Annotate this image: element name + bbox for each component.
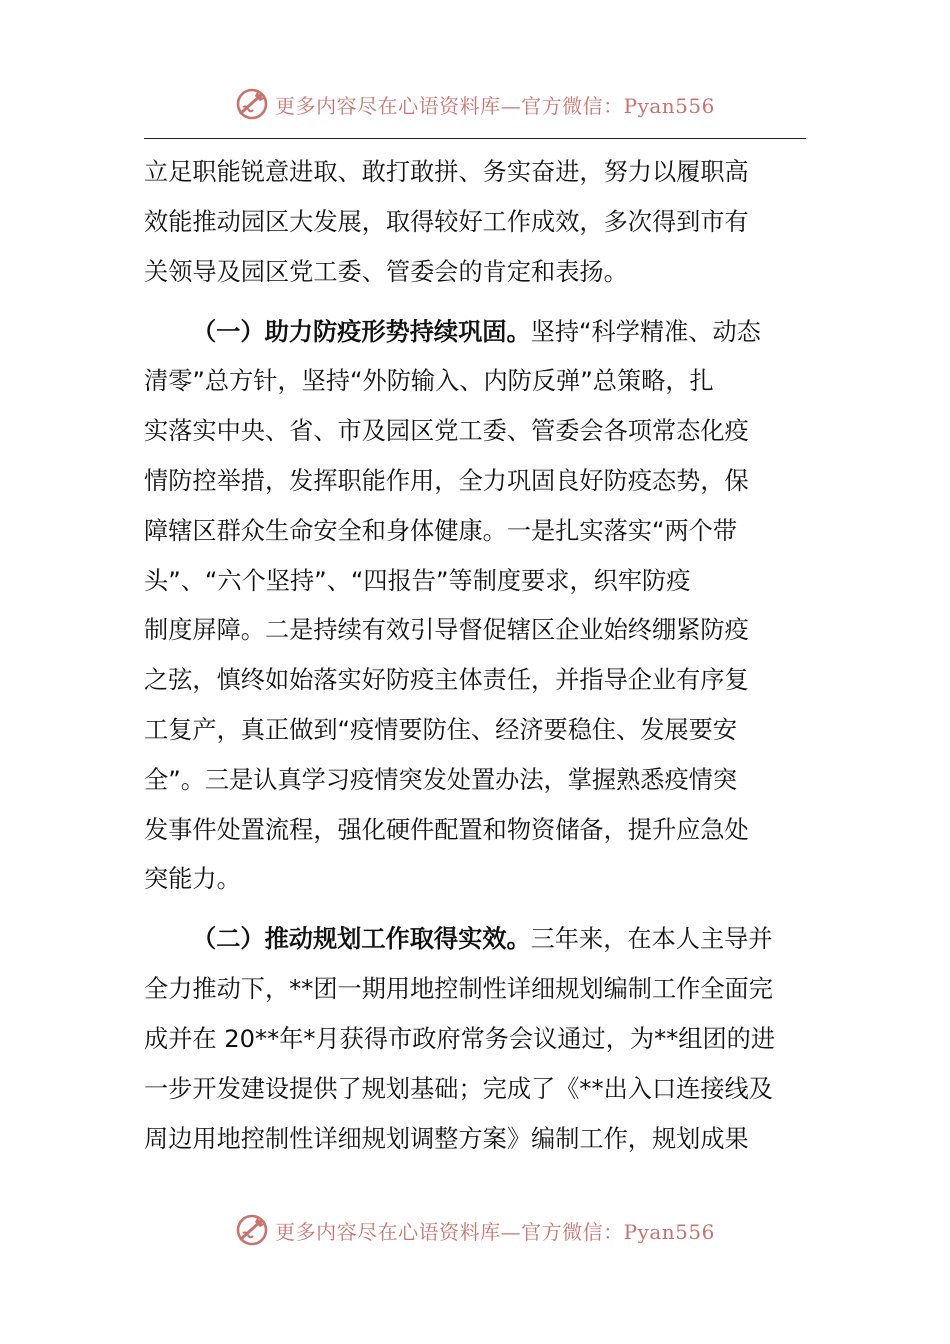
text-line: 成并在 20**年*月获得市政府常务会议通过，为**组团的进 (144, 1024, 776, 1053)
text-line: 立足职能锐意进取、敢打敢拼、务实奋进，努力以履职高 (144, 158, 749, 186)
text-line: 头”、“六个坚持”、“四报告”等制度要求，织牢防疫 (144, 566, 691, 595)
text-line: 情防控举措，发挥职能作用，全力巩固良好防疫态势，保 (144, 466, 749, 495)
text-line: 发事件处置流程，强化硬件配置和物资储备，提升应急处 (144, 815, 749, 844)
text-run: 三年来，在本人主导并 (530, 925, 773, 954)
document-body (144, 148, 809, 1164)
watermark-text: 更多内容尽在心语资料库—官方微信：Pyan556 (275, 93, 715, 118)
text-line: 效能推动园区大发展，取得较好工作成效，多次得到市有 (144, 207, 749, 236)
text-line: 实落实中央、省、市及园区党工委、管委会各项常态化疫 (144, 417, 749, 446)
text-line: 制度屏障。二是持续有效引导督促辖区企业始终绷紧防疫 (144, 616, 749, 645)
text-line (144, 915, 809, 965)
text-line: 一步开发建设提供了规划基础；完成了《**出入口连接线及 (144, 1074, 773, 1103)
text-line: 工复产，真正做到“疫情要防住、经济要稳住、发展要安 (144, 715, 738, 744)
pen-logo-icon (235, 1213, 269, 1247)
paragraph-planning-work (144, 915, 809, 1164)
section-heading-2: （二）推动规划工作取得实效。 (192, 925, 531, 954)
section-heading-1: （一）助力防疫形势持续巩固。 (192, 317, 531, 346)
pen-logo-icon (235, 87, 269, 121)
header-watermark (0, 82, 950, 126)
header-divider (144, 138, 806, 139)
paragraph-epidemic-prevention (144, 308, 809, 906)
text-line: 之弦，慎终如始落实好防疫主体责任，并指导企业有序复 (144, 666, 749, 695)
watermark-text: 更多内容尽在心语资料库—官方微信：Pyan556 (275, 1219, 715, 1244)
text-run: 坚持“科学精准、动态 (530, 317, 761, 346)
paragraph-intro (144, 148, 809, 297)
text-line (144, 308, 809, 358)
text-line: 清零”总方针，坚持“外防输入、内防反弹”总策略，扎 (144, 367, 714, 396)
text-line: 障辖区群众生命安全和身体健康。一是扎实落实“两个带 (144, 516, 738, 545)
text-line: 周边用地控制性详细规划调整方案》编制工作，规划成果 (144, 1124, 749, 1153)
text-line: 全”。三是认真学习疫情突发处置办法，掌握熟悉疫情突 (144, 765, 738, 794)
footer-watermark (0, 1208, 950, 1252)
text-line: 全力推动下，**团一期用地控制性详细规划编制工作全面完 (144, 975, 773, 1004)
text-line: 突能力。 (144, 865, 241, 894)
text-line: 关领导及园区党工委、管委会的肯定和表扬。 (144, 257, 628, 286)
